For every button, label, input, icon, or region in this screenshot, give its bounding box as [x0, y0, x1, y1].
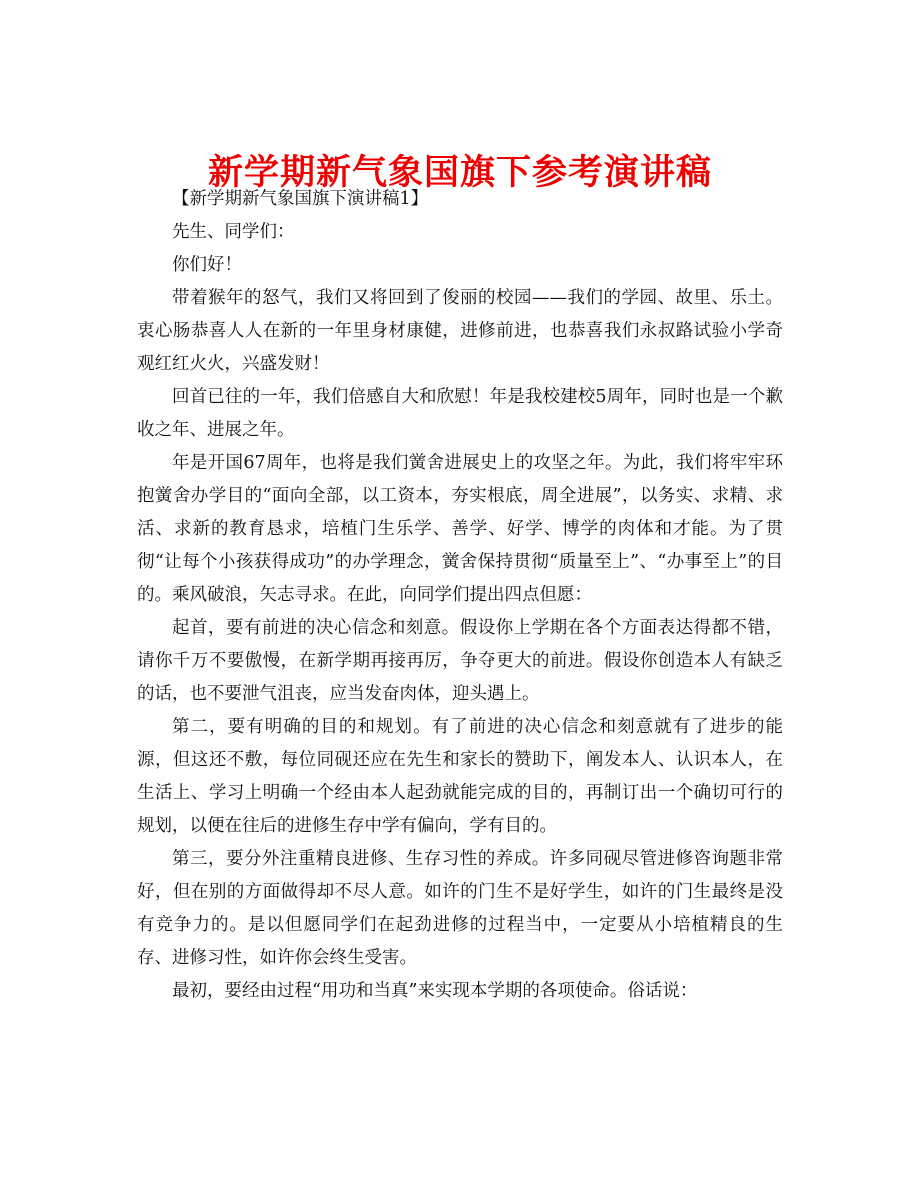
paragraph: 回首已往的一年，我们倍感自大和欣慰！年是我校建校5周年，同时也是一个歉收之年、进展之年。 — [137, 387, 783, 440]
paragraph: 最初，要经由过程“用功和当真”来实现本学期的各项使命。俗话说： — [172, 981, 698, 1001]
paragraph: 带着猴年的怒气，我们又将回到了俊丽的校园——我们的学园、故里、乐土。衷心肠恭喜人人在新的一年里身材康健，进修前进，也恭喜我们永叔路试验小学奇观红红火火，兴盛发财！ — [137, 288, 783, 374]
paragraph-subheading: 【新学期新气象国旗下演讲稿1】 — [172, 189, 429, 209]
paragraph: 第二，要有明确的目的和规划。有了前进的决心信念和刻意就有了进步的能源，但这还不敷，每位同砚还应在先生和家长的赞助下，阐发本人、认识本人，在生活上、学习上明确一个经由本人起劲就能完成的目的，再制订出一个确切可行的规划，以便在往后的进修生存中学有偏向，学有目的。 — [137, 717, 783, 836]
paragraph: 第三，要分外注重精良进修、生存习性的养成。许多同砚尽管进修咨询题非常好，但在别的方面做得却不尽人意。如许的门生不是好学生，如许的门生最终是没有竞争力的。是以但愿同学们在起劲进修的过程当中，一定要从小培植精良的生存、进修习性，如许你会终生受害。 — [137, 849, 783, 968]
paragraph-salutation: 先生、同学们： — [172, 222, 295, 242]
paragraph: 年是开国67周年，也将是我们黉舍进展史上的攻坚之年。为此，我们将牢牢环抱黉舍办学目的“面向全部，以工资本，夯实根底，周全进展”，以务实、求精、求活、求新的教育恳求，培植门生乐学、善学、好学、博学的肉体和才能。为了贯彻“让每个小孩获得成功”的办学理念，黉舍保持贯彻“质量至上”、“办事至上”的目的。乘风破浪，矢志寻求。在此，向同学们提出四点但愿： — [137, 453, 783, 605]
paragraph: 起首，要有前进的决心信念和刻意。假设你上学期在各个方面表达得都不错，请你千万不要傲慢，在新学期再接再厉，争夺更大的前进。假设你创造本人有缺乏的话，也不要泄气沮丧，应当发奋肉体，迎头遇上。 — [137, 618, 783, 704]
paragraph-greeting: 你们好！ — [172, 255, 242, 275]
document-title: 新学期新气象国旗下参考演讲稿 — [207, 153, 712, 194]
document-body — [137, 183, 783, 1008]
